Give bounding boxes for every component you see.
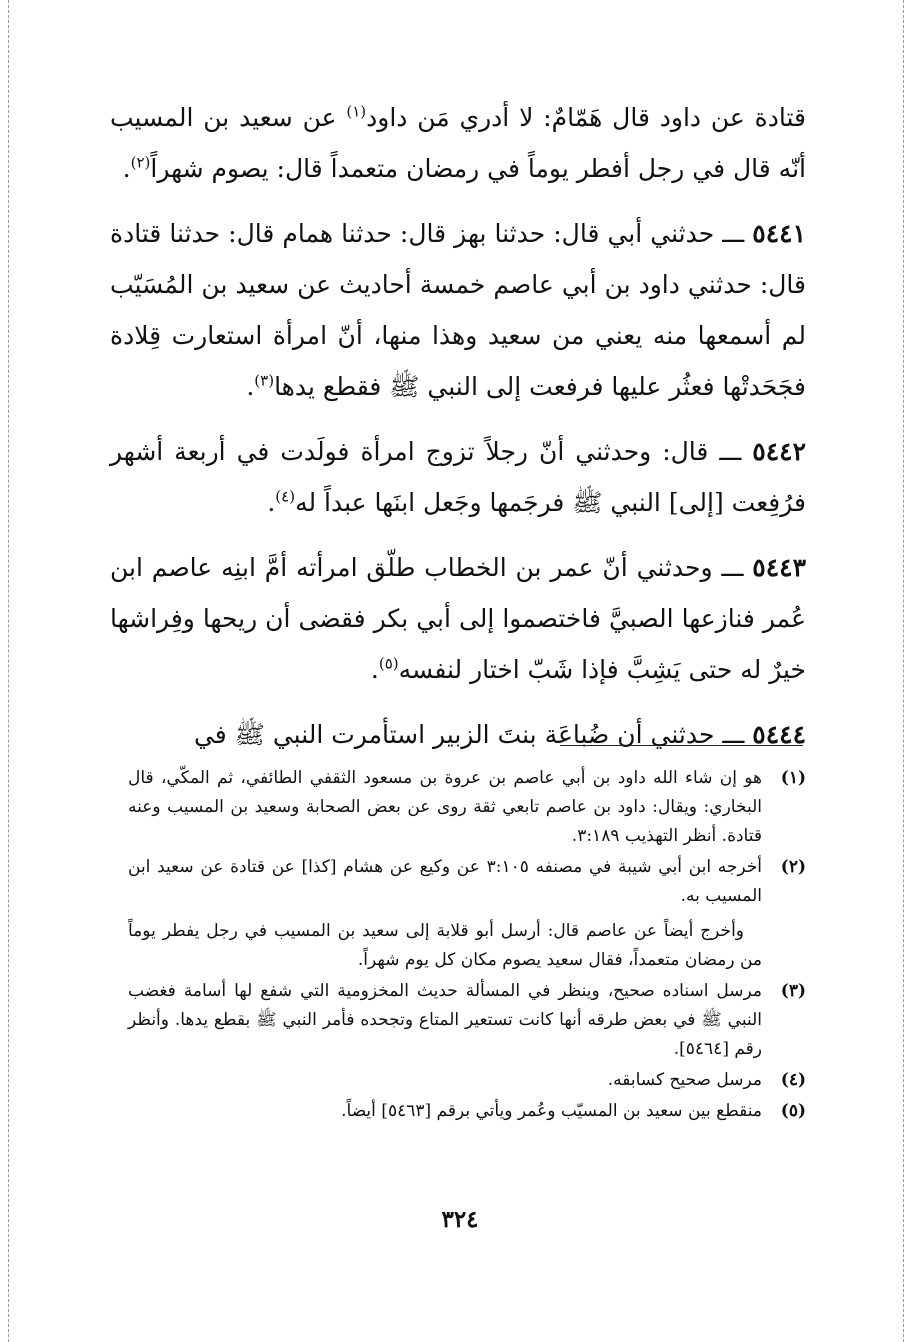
footnote-3 (128, 977, 806, 1064)
paragraph-continuation (110, 92, 806, 194)
hadith-text: ـــ حدثني أن ضُباعَة بنتَ الزبير استأمرت النبي ﷺ في (193, 720, 745, 749)
paragraph-end: . (246, 372, 255, 401)
paragraph-end: . (122, 154, 131, 183)
footnote-2 (128, 853, 806, 975)
paragraph-text: قتادة عن داود قال هَمّامٌ: لا أدري مَن داود (366, 103, 806, 132)
hadith-text: ـــ وحدثني أنّ عمر بن الخطاب طلّق امرأته أمَّ ابنِه عاصم ابن عُمر فنازعها الصبيَّ فاختصموا إلى أبي بكر فقضى أن ريحها وفِراشها خيرٌ له حتى يَشِبَّ فإذا شَبّ اختار لنفسه (110, 553, 806, 684)
footnote-body (128, 977, 762, 1064)
paragraph-end: . (370, 655, 379, 684)
footnote-text: منقطع بين سعيد بن المسيّب وعُمر ويأتي برقم [٥٤٦٣] أيضاً. (341, 1101, 762, 1121)
footnote-marker: (٢) (780, 857, 806, 877)
footnote-body (128, 764, 762, 851)
footnote-4 (128, 1066, 806, 1095)
hadith-number: ٥٤٤٤ (752, 720, 806, 749)
page-number: ٣٢٤ (441, 1206, 479, 1233)
footnote-text: مرسل صحيح كسابقه. (607, 1070, 762, 1090)
footnote-text: مرسل اسناده صحيح، وينظر في المسألة حديث المخزومية التي شفع لها أسامة فغضب النبي ﷺ في بعض طرقه أنها كانت تستعير المتاع وتجحده فأمر النبي ﷺ بقطع يدها. وأنظر رقم [٥٤٦٤]. (128, 981, 762, 1059)
main-text (110, 92, 806, 774)
footnote-text: أخرجه ابن أبي شيبة في مصنفه ٣:١٠٥ عن وكيع عن هشام [كذا] عن قتادة عن سعيد ابن المسيب به. (128, 857, 762, 906)
hadith-number: ٥٤٤٢ (752, 437, 806, 466)
footnote-ref: (٤) (275, 487, 296, 506)
footnote-body (128, 1066, 762, 1095)
footnote-ref: (١) (346, 102, 367, 121)
footnote-text: هو إن شاء الله داود بن أبي عاصم بن عروة بن مسعود الثقفي الطائفي، ثم المكّي، قال البخاري: ويقال: داود بن عاصم تابعي ثقة روى عن بعض الصحابة وسعيد بن المسيب وعنه قتادة. أنظر التهذيب ٣:١٨٩. (128, 768, 762, 846)
footnote-marker: (٤) (780, 1070, 806, 1090)
hadith-number: ٥٤٤١ (752, 219, 806, 248)
hadith-text: ـــ قال: وحدثني أنّ رجلاً تزوج امرأة فولَدت في أربعة أشهر فرُفِعت [إلى] النبي ﷺ فرجَمها وجَعل ابنَها عبداً له (110, 437, 806, 517)
footnotes (128, 764, 806, 1128)
hadith-5444 (110, 709, 806, 760)
scan-edge-right (903, 0, 904, 1342)
footnote-ref: (٥) (378, 654, 399, 673)
hadith-number: ٥٤٤٣ (752, 553, 806, 582)
footnote-ref: (٢) (130, 153, 151, 172)
footnote-body (128, 853, 762, 975)
footnote-text-continued: وأخرج أيضاً عن عاصم قال: أرسل أبو قلابة إلى سعيد بن المسيب في رجل يفطر يوماً من رمضان متعمداً، فقال سعيد يصوم مكان كل يوم شهراً. (128, 921, 762, 970)
footnote-5 (128, 1097, 806, 1126)
footnote-marker: (١) (780, 768, 806, 788)
hadith-5441 (110, 208, 806, 412)
hadith-5443 (110, 542, 806, 695)
footnote-ref: (٣) (254, 371, 275, 390)
hadith-text: ـــ حدثني أبي قال: حدثنا بهز قال: حدثنا همام قال: حدثنا قتادة قال: حدثني داود بن أبي عاصم خمسة أحاديث عن سعيد بن المُسَيّب لم أسمعها منه يعني من سعيد وهذا منها، أنّ امرأة استعارت قِلادة فجَحَدتْها فعثُر عليها فرفعت إلى النبي ﷺ فقطع يدها (110, 219, 806, 401)
hadith-5442 (110, 426, 806, 528)
footnote-marker: (٥) (780, 1101, 806, 1121)
paragraph-text: عن سعيد بن المسيب أنّه قال في رجل أفطر يوماً في رمضان متعمداً قال: يصوم شهراً (110, 103, 806, 183)
footnote-1 (128, 764, 806, 851)
paragraph-end: . (267, 488, 276, 517)
scan-edge-left (8, 0, 9, 1342)
footnote-body (128, 1097, 762, 1126)
footnote-marker: (٣) (780, 981, 806, 1001)
footnote-separator (560, 745, 803, 746)
